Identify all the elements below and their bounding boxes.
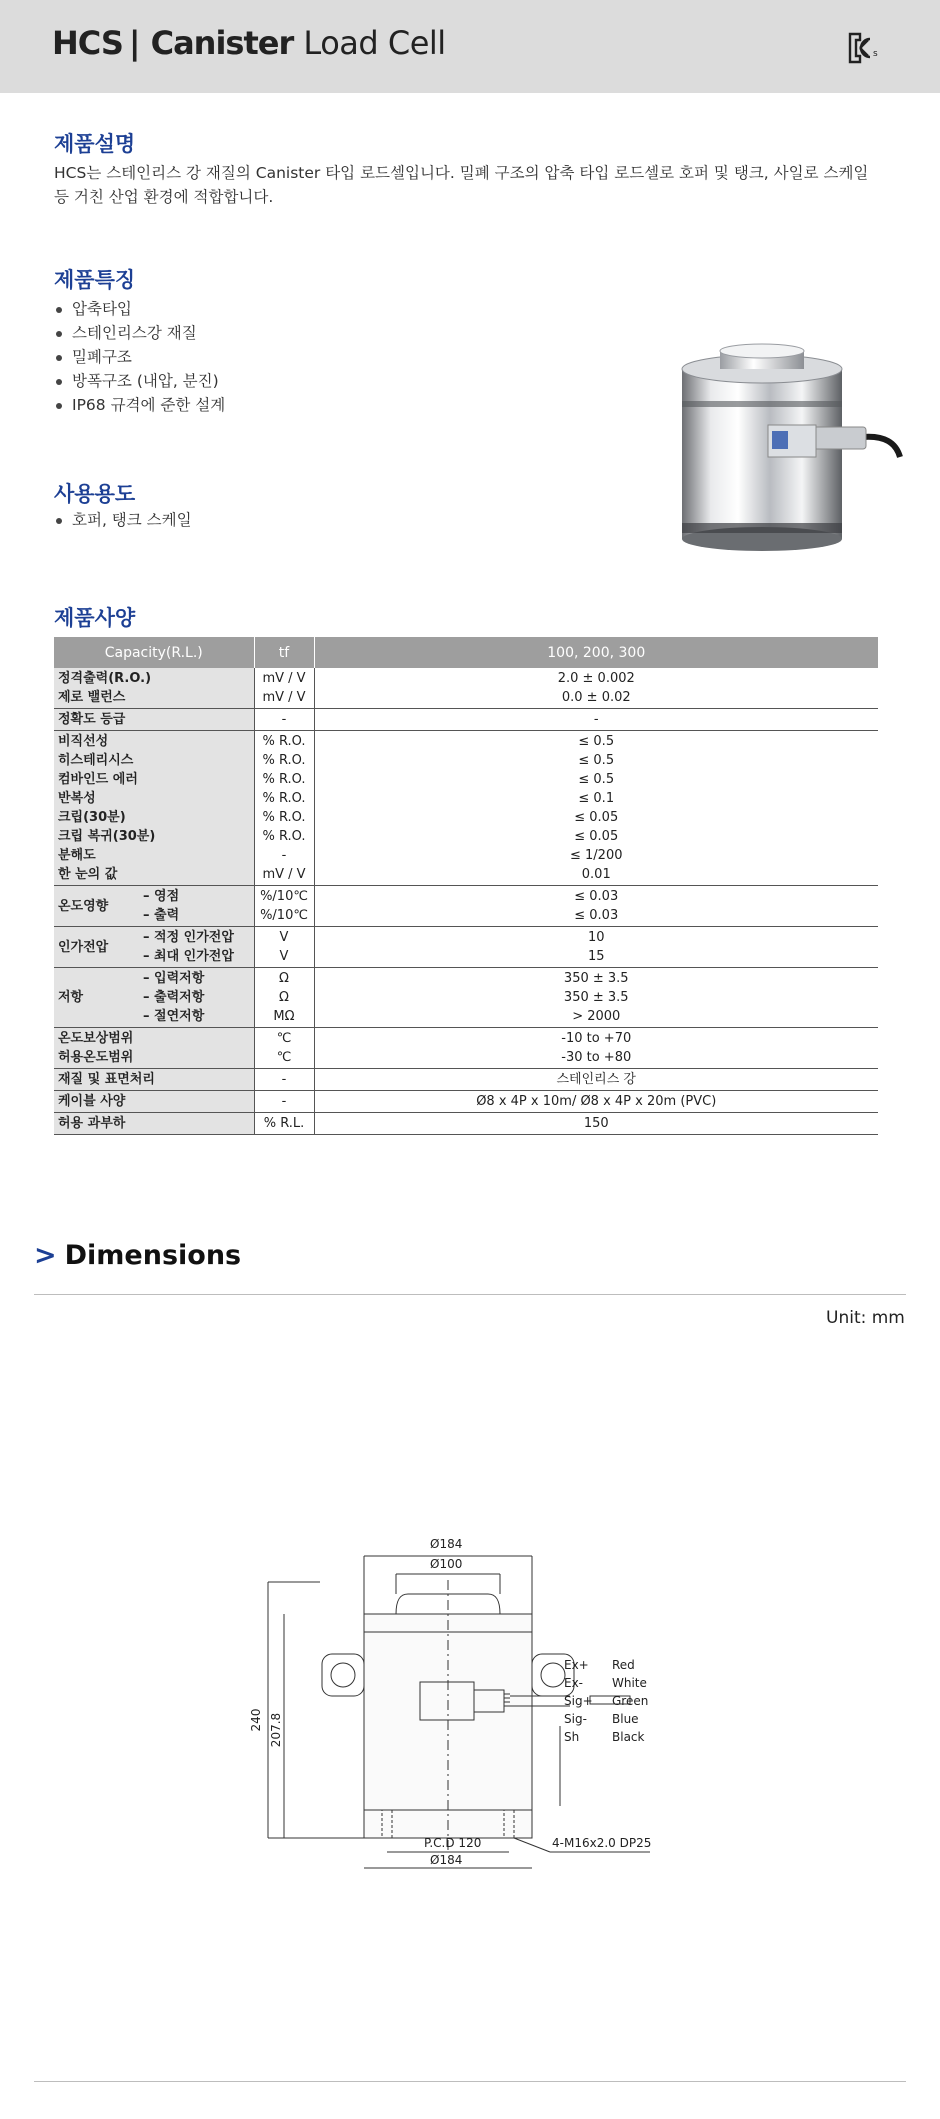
column-header: tf — [254, 637, 314, 668]
divider — [34, 1294, 906, 1295]
row-unit: Ω Ω MΩ — [254, 968, 314, 1028]
row-label: 정확도 등급 — [54, 709, 254, 731]
row-value: 10 15 — [314, 927, 878, 968]
list-item: 방폭구조 (내압, 분진) — [54, 369, 225, 393]
row-sub-label: – 적정 인가전압 – 최대 인가전압 — [141, 927, 254, 968]
table-row — [54, 668, 878, 709]
product-subtitle: Load Cell — [303, 24, 446, 62]
row-unit: %/10℃ %/10℃ — [254, 886, 314, 927]
row-label: 온도보상범위 허용온도범위 — [54, 1028, 254, 1069]
page-header — [0, 0, 940, 93]
row-value: 350 ± 3.5 350 ± 3.5 > 2000 — [314, 968, 878, 1028]
product-name: Canister — [150, 24, 294, 62]
row-value: 스테인리스 강 — [314, 1069, 878, 1091]
svg-text:s: s — [873, 49, 878, 59]
kc-certification-icon — [846, 30, 882, 66]
title-separator: | — [128, 24, 141, 62]
intro-title: 제품설명 — [54, 132, 136, 156]
row-label: 재질 및 표면처리 — [54, 1069, 254, 1091]
dim-label-body-height: 207.8 — [269, 1712, 283, 1748]
row-group-label: 온도영향 — [54, 886, 141, 927]
spec-table — [54, 637, 878, 1135]
row-unit: mV / V mV / V — [254, 668, 314, 709]
wire-signal: Sig+ — [564, 1694, 593, 1708]
product-title — [52, 24, 446, 62]
dimension-drawing — [249, 1520, 680, 1867]
wire-signal: Ex- — [564, 1676, 584, 1690]
dim-label-top-inner: Ø100 — [430, 1557, 463, 1571]
row-group-label: 저항 — [54, 968, 141, 1028]
wire-color: White — [612, 1676, 647, 1690]
chevron-right-icon: > — [34, 1240, 57, 1271]
wire-signal: Ex+ — [564, 1658, 589, 1672]
row-unit: - — [254, 1091, 314, 1113]
table-row — [54, 1028, 878, 1069]
dimensions-heading: Dimensions — [64, 1240, 242, 1271]
table-row — [54, 731, 878, 886]
table-header-row — [54, 637, 878, 668]
dim-label-bottom: Ø184 — [430, 1853, 463, 1867]
model-code: HCS — [52, 24, 123, 62]
row-sub-label: – 영점 – 출력 — [141, 886, 254, 927]
row-label: 케이블 사양 — [54, 1091, 254, 1113]
row-value: Ø8 x 4P x 10m/ Ø8 x 4P x 20m (PVC) — [314, 1091, 878, 1113]
column-header: Capacity(R.L.) — [54, 637, 254, 668]
row-unit: % R.O. % R.O. % R.O. % R.O. % R.O. % R.O. - mV / V — [254, 731, 314, 886]
dim-label-pcd: P.C.D 120 — [424, 1836, 482, 1850]
dim-label-top-outer: Ø184 — [430, 1537, 463, 1551]
row-unit: - — [254, 709, 314, 731]
wire-color: Black — [612, 1730, 645, 1744]
usage-title: 사용용도 — [54, 482, 136, 506]
usage-list — [54, 508, 192, 532]
spec-title: 제품사양 — [54, 606, 136, 630]
row-value: 150 — [314, 1113, 878, 1135]
column-header: 100, 200, 300 — [314, 637, 878, 668]
table-row — [54, 1113, 878, 1135]
row-label: 허용 과부하 — [54, 1113, 254, 1135]
wire-signal: Sh — [564, 1730, 580, 1744]
divider — [34, 2081, 906, 2082]
row-label: 정격출력(R.O.) 제로 밸런스 — [54, 668, 254, 709]
row-unit: - — [254, 1069, 314, 1091]
row-value: 2.0 ± 0.002 0.0 ± 0.02 — [314, 668, 878, 709]
table-row — [54, 968, 878, 1028]
features-list — [54, 297, 225, 417]
list-item: 호퍼, 탱크 스케일 — [54, 508, 192, 532]
list-item: 압축타입 — [54, 297, 225, 321]
unit-label: Unit: mm — [826, 1308, 905, 1328]
dim-label-height: 240 — [249, 1708, 263, 1732]
intro-text: HCS는 스테인리스 강 재질의 Canister 타입 로드셀입니다. 밀폐 구조의 압축 타입 로드셀로 호퍼 및 탱크, 사일로 스케일 등 거친 산업 환경에 적합합니다. — [54, 164, 869, 206]
list-item: IP68 규격에 준한 설계 — [54, 393, 225, 417]
row-sub-label: – 입력저항 – 출력저항 – 절연저항 — [141, 968, 254, 1028]
wire-color: Red — [612, 1658, 635, 1672]
dimensions-title — [34, 1240, 241, 1271]
product-image — [660, 345, 905, 555]
row-value: ≤ 0.03 ≤ 0.03 — [314, 886, 878, 927]
wire-signal: Sig- — [564, 1712, 587, 1726]
features-title: 제품특징 — [54, 268, 136, 292]
table-row — [54, 709, 878, 731]
table-row — [54, 927, 878, 968]
row-group-label: 인가전압 — [54, 927, 141, 968]
row-label: 비직선성 히스테리시스 컴바인드 에러 반복성 크립(30분) 크립 복귀(30분) 분해도 한 눈의 값 — [54, 731, 254, 886]
wire-color: Green — [612, 1694, 649, 1708]
wire-legend — [564, 1658, 648, 1744]
row-unit: V V — [254, 927, 314, 968]
row-value: ≤ 0.5 ≤ 0.5 ≤ 0.5 ≤ 0.1 ≤ 0.05 ≤ 0.05 ≤ 1/200 0.01 — [314, 731, 878, 886]
table-row — [54, 1091, 878, 1113]
row-value: - — [314, 709, 878, 731]
row-unit: ℃ ℃ — [254, 1028, 314, 1069]
row-value: -10 to +70 -30 to +80 — [314, 1028, 878, 1069]
row-unit: % R.L. — [254, 1113, 314, 1135]
list-item: 밀폐구조 — [54, 345, 225, 369]
table-row — [54, 886, 878, 927]
dim-label-thread: 4-M16x2.0 DP25 — [552, 1836, 652, 1850]
wire-color: Blue — [612, 1712, 639, 1726]
list-item: 스테인리스강 재질 — [54, 321, 225, 345]
table-row — [54, 1069, 878, 1091]
